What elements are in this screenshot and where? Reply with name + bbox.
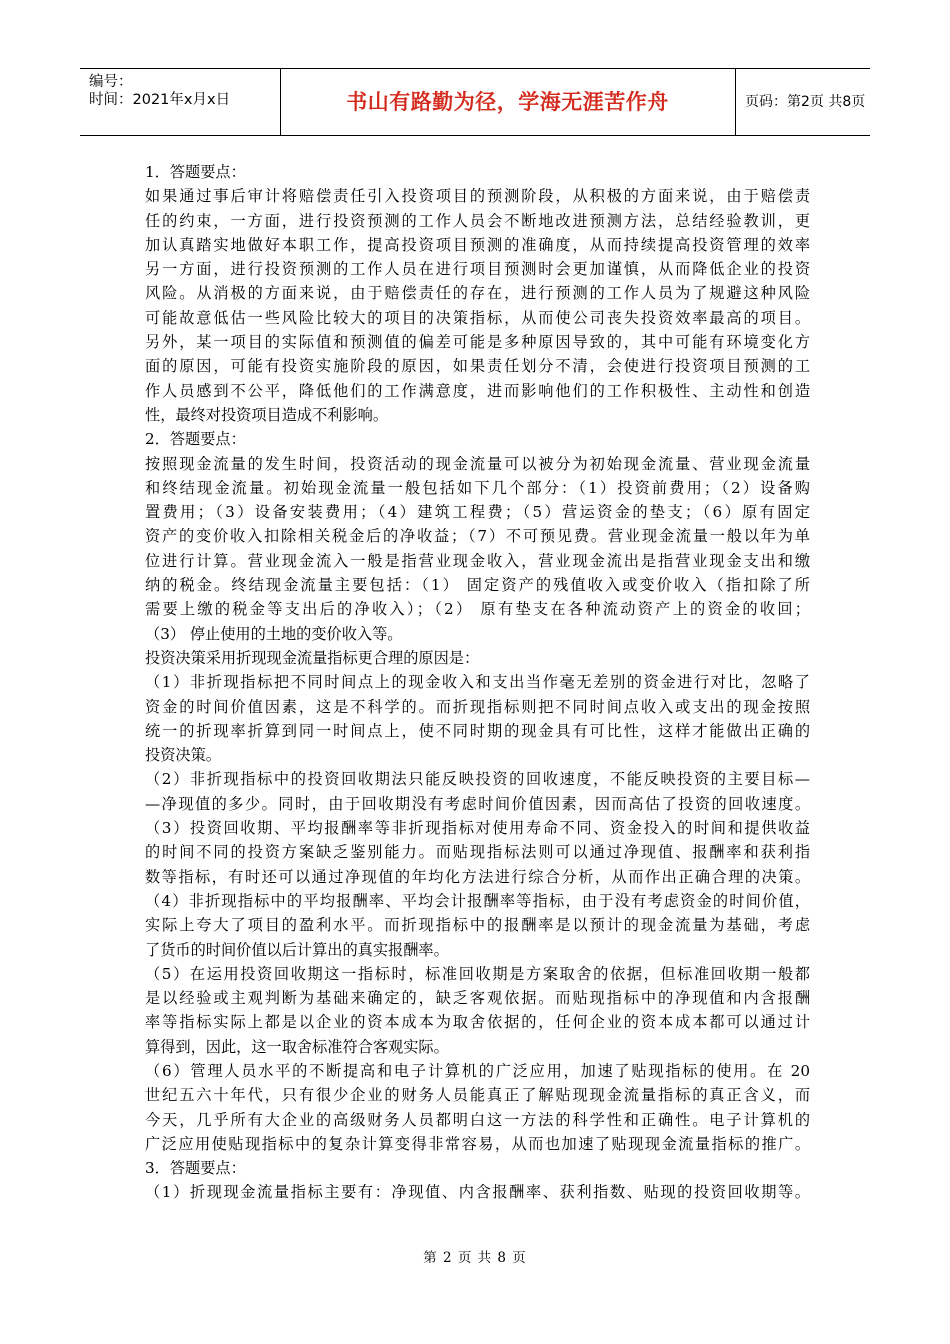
body-line: （1）折现现金流量指标主要有：净现值、内含报酬率、获利指数、贴现的投资回收期等。	[145, 1183, 810, 1202]
body-line: 加认真踏实地做好本职工作，提高投资项目预测的准确度，从而持续提高投资管理的效率	[145, 235, 810, 254]
body-line: （1）非折现指标把不同时间点上的现金收入和支出当作毫无差别的资金进行对比，忽略了	[145, 673, 810, 692]
document-date-label: 时间：2021年x月x日	[89, 92, 231, 108]
body-line: 1．答题要点：	[145, 163, 246, 181]
body-line: 如果通过事后审计将赔偿责任引入投资项目的预测阶段，从积极的方面来说，由于赔偿责	[145, 187, 810, 206]
body-line: 面的原因，可能有投资实施阶段的原因，如果责任划分不清，会使进行投资项目预测的工	[145, 357, 810, 376]
body-line: 需要上缴的税金等支出后的净收入）；（2） 原有垫支在各种流动资产上的资金的收回；	[145, 600, 810, 619]
body-line: （6）管理人员水平的不断提高和电子计算机的广泛应用，加速了贴现指标的使用。在 20	[145, 1061, 810, 1080]
document-body	[145, 160, 810, 1205]
body-line: 和终结现金流量。初始现金流量一般包括如下几个部分：（1）投资前费用；（2）设备购	[145, 478, 810, 497]
header-page-number: 页码：第2页 共8页	[745, 94, 866, 110]
body-line: 数等指标，有时还可以通过净现值的年均化方法进行综合分析，从而作出正确合理的决策。	[145, 867, 810, 886]
body-line: 统一的折现率折算到同一时间点上，使不同时期的现金具有可比性，这样才能做出正确的	[145, 721, 810, 740]
page-header	[80, 68, 870, 136]
body-line: 3．答题要点：	[145, 1159, 246, 1178]
header-motto: 书山有路勤为径，学海无涯苦作舟	[280, 69, 736, 135]
body-line: （2）非折现指标中的投资回收期法只能反映投资的回收速度，不能反映投资的主要目标—	[145, 770, 810, 789]
body-line: 算得到，因此，这一取舍标准符合客观实际。	[145, 1037, 449, 1056]
header-meta	[80, 69, 281, 135]
body-line: 的时间不同的投资方案缺乏鉴别能力。而贴现指标法则可以通过净现值、报酬率和获利指	[145, 843, 810, 862]
body-line: 按照现金流量的发生时间，投资活动的现金流量可以被分为初始现金流量、营业现金流量	[145, 454, 810, 473]
body-line: （3） 停止使用的土地的变价收入等。	[145, 624, 403, 643]
body-line: （4）非折现指标中的平均报酬率、平均会计报酬率等指标，由于没有考虑资金的时间价值，	[145, 891, 810, 910]
body-line: 任的约束，一方面，进行投资预测的工作人员会不断地改进预测方法，总结经验教训，更	[145, 211, 810, 230]
body-line: （5）在运用投资回收期这一指标时，标准回收期是方案取舍的依据，但标准回收期一般都	[145, 964, 810, 983]
body-line: 纳的税金。终结现金流量主要包括：（1） 固定资产的残值收入或变价收入（指扣除了所	[145, 576, 810, 595]
document-number-label: 编号：	[89, 74, 133, 90]
body-line: 作人员感到不公平，降低他们的工作满意度，进而影响他们的工作积极性、主动性和创造	[145, 381, 810, 400]
body-line: 风险。从消极的方面来说，由于赔偿责任的存在，进行预测的工作人员为了规避这种风险	[145, 284, 810, 303]
body-line: 位进行计算。营业现金流入一般是指营业现金收入，营业现金流出是指营业现金支出和缴	[145, 551, 810, 570]
body-line: 置费用；（3）设备安装费用；（4）建筑工程费；（5）营运资金的垫支；（6）原有固定	[145, 503, 810, 522]
body-line: 可能故意低估一些风险比较大的项目的决策指标，从而使公司丧失投资效率最高的项目。	[145, 308, 810, 327]
body-line: 资金的时间价值因素，这是不科学的。而折现指标则把不同时间点收入或支出的现金按照	[145, 697, 810, 716]
body-line: —净现值的多少。同时，由于回收期没有考虑时间价值因素，因而高估了投资的回收速度。	[145, 794, 810, 813]
body-line: 实际上夸大了项目的盈利水平。而折现指标中的报酬率是以预计的现金流量为基础，考虑	[145, 916, 810, 935]
body-line: 另一方面，进行投资预测的工作人员在进行项目预测时会更加谨慎，从而降低企业的投资	[145, 260, 810, 279]
body-line: 资产的变价收入扣除相关税金后的净收益；（7）不可预见费。营业现金流量一般以年为单	[145, 527, 810, 546]
body-line: 今天，几乎所有大企业的高级财务人员都明白这一方法的科学性和正确性。电子计算机的	[145, 1110, 810, 1129]
page-footer: 第 2 页 共 8 页	[423, 1250, 527, 1266]
body-line: 率等指标实际上都是以企业的资本成本为取舍依据的，任何企业的资本成本都可以通过计	[145, 1013, 810, 1032]
body-line: 了货币的时间价值以后计算出的真实报酬率。	[145, 940, 449, 959]
body-line: 2．答题要点：	[145, 430, 246, 449]
body-line: 广泛应用使贴现指标中的复杂计算变得非常容易，从而也加速了贴现现金流量指标的推广。	[145, 1134, 810, 1153]
body-line: 是以经验或主观判断为基础来确定的，缺乏客观依据。而贴现指标中的净现值和内含报酬	[145, 989, 810, 1008]
body-line: 世纪五六十年代，只有很少企业的财务人员能真正了解贴现现金流量指标的真正含义，而	[145, 1086, 810, 1105]
body-line: 性，最终对投资项目造成不利影响。	[145, 405, 388, 424]
body-line: 投资决策。	[145, 746, 221, 765]
body-line: 另外，某一项目的实际值和预测值的偏差可能是多种原因导致的，其中可能有环境变化方	[145, 333, 810, 352]
body-line: （3）投资回收期、平均报酬率等非折现指标对使用寿命不同、资金投入的时间和提供收益	[145, 819, 810, 838]
body-line: 投资决策采用折现现金流量指标更合理的原因是：	[145, 648, 480, 667]
